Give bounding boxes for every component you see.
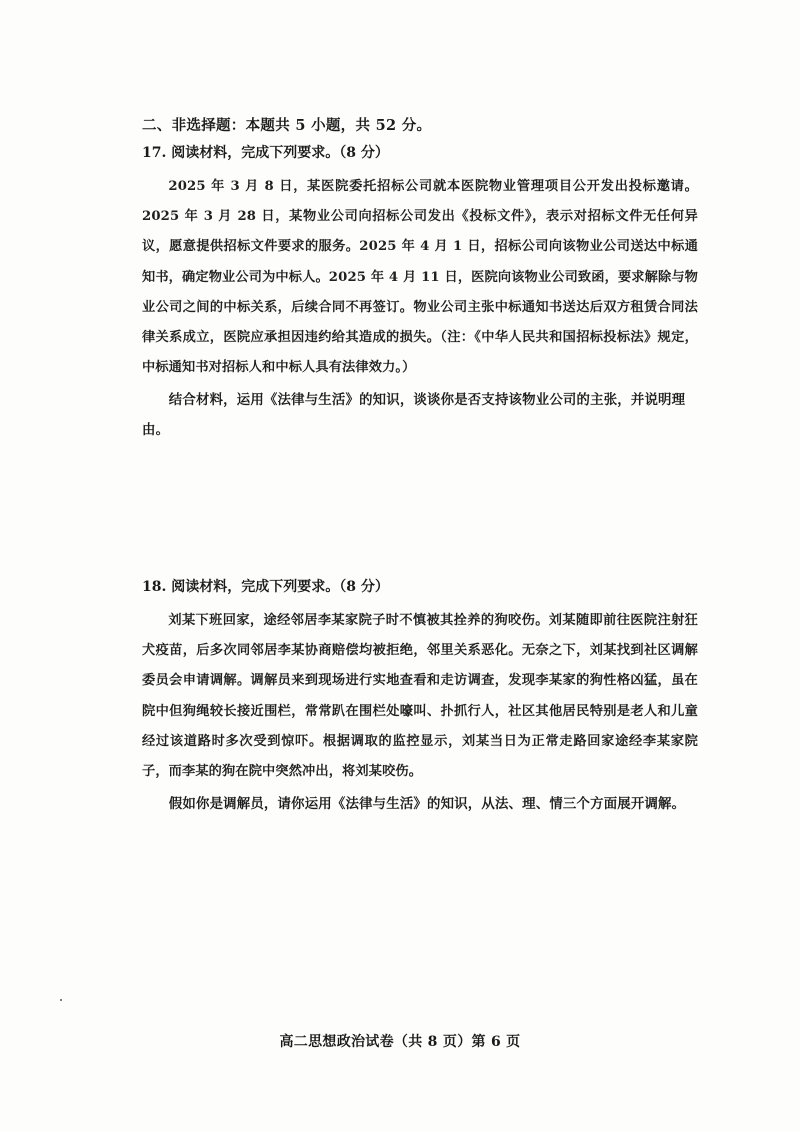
question-material: 刘某下班回家，途经邻居李某家院子时不慎被其拴养的狗咬伤。刘某随即前往医院注射狂犬疫苗，后多次同邻居李某协商赔偿均被拒绝，邻里关系恶化。无奈之下，刘某找到社区调解委员会申请调解。调解员来到现场进行实地查看和走访调查，发现李某家的狗性格凶猛，虽在院中但狗绳较长接近围栏，常常趴在围栏处嚎叫、扑抓行人，社区其他居民特别是老人和儿童经过该道路时多次受到惊吓。根据调取的监控显示，刘某当日为正常走路回家途经李某家院子，而李某的狗在院中突然冲出，将刘某咬伤。 — [142, 613, 698, 780]
section-heading: 二、非选择题：本题共 5 小题，共 52 分。 — [142, 117, 432, 134]
question-material: 2025 年 3 月 8 日，某医院委托招标公司就本医院物业管理项目公开发出投标邀请。2025 年 3 月 28 日，某物业公司向招标公司发出《投标文件》，表示对招标文件无任何异议，愿意提供招标文件要求的服务。2025 年 4 月 1 日，招标公司向该物业公司送达中标通知书，确定物业公司为中标人。2025 年 4 月 11 日，医院向该物业公司致函，要求解除与物业公司之间的中标关系，后续合同不再签订。物业公司主张中标通知书送达后双方租赁合同法律关系成立，医院应承担因违约给其造成的损失。（注：《中华人民共和国招标投标法》规定，中标通知书对招标人和中标人具有法律效力。） — [142, 179, 698, 376]
question-17 — [142, 142, 698, 445]
scan-speck — [60, 999, 62, 1001]
question-heading: 17. 阅读材料，完成下列要求。（8 分） — [142, 145, 389, 161]
page-footer: 高二思想政治试卷（共 8 页）第 6 页 — [279, 1034, 521, 1050]
answer-area-18[interactable] — [60, 820, 750, 1000]
question-task: 结合材料，运用《法律与生活》的知识，谈谈你是否支持该物业公司的主张，并说明理由。 — [142, 392, 686, 439]
question-heading: 18. 阅读材料，完成下列要求。（8 分） — [142, 579, 389, 595]
question-18 — [142, 576, 698, 819]
answer-area-17[interactable] — [60, 410, 750, 560]
question-task: 假如你是调解员，请你运用《法律与生活》的知识，从法、理、情三个方面展开调解。 — [168, 796, 686, 813]
